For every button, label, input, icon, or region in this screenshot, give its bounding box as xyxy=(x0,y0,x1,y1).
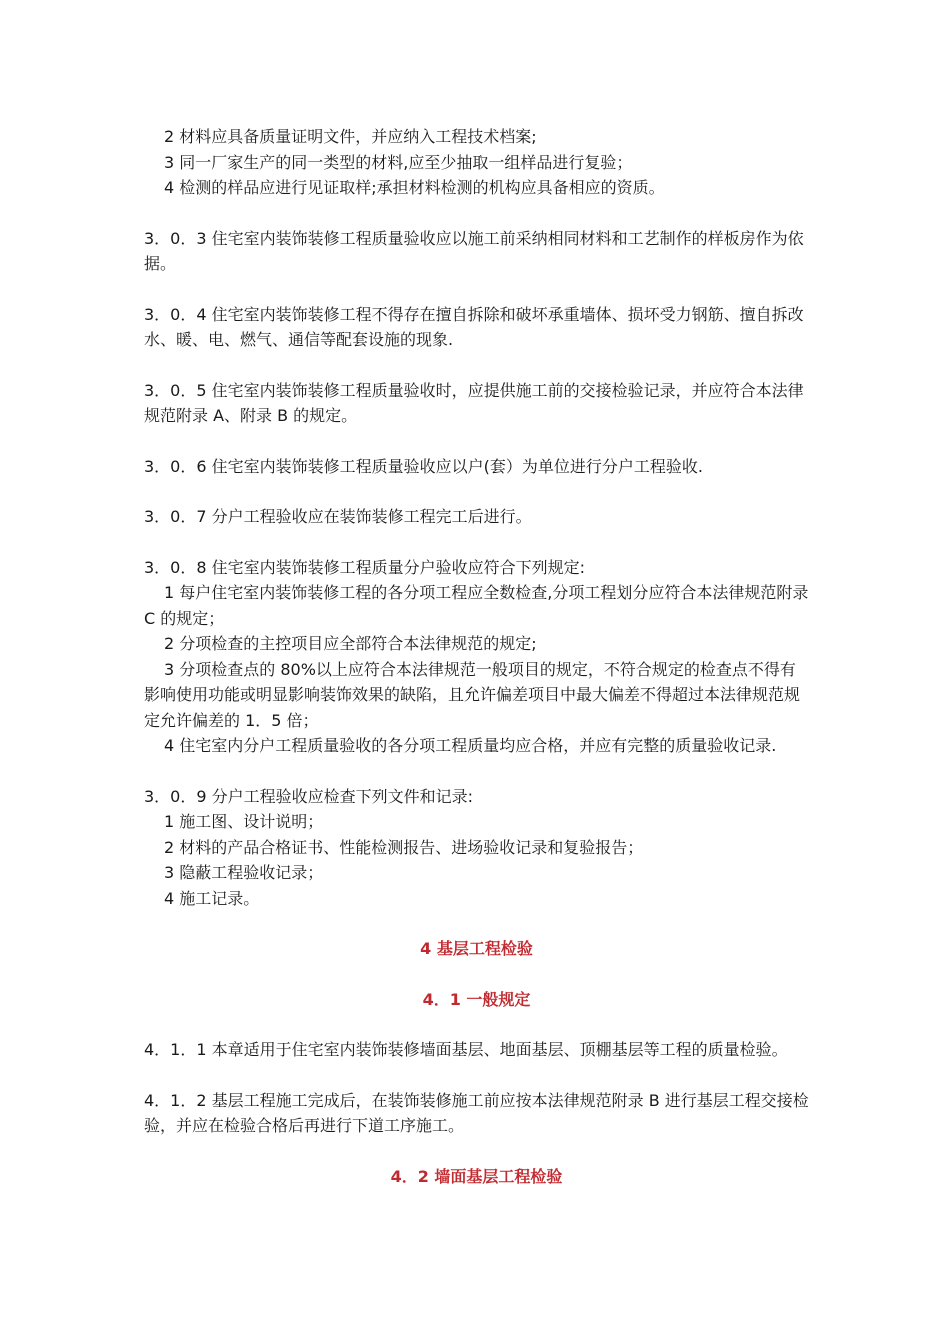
clause-4-1-2: 4．1．2 基层工程施工完成后，在装饰装修施工前应按本法律规范附录 B 进行基层工程交接检验，并应在检验合格后再进行下道工序施工。 xyxy=(144,1090,809,1135)
chapter-heading: 4 基层工程检验 xyxy=(420,939,533,958)
clause-4-1-1: 4．1．1 本章适用于住宅室内装饰装修墙面基层、地面基层、顶棚基层等工程的质量检验。 xyxy=(144,1040,788,1059)
section-heading: 4．1 一般规定 xyxy=(422,989,531,1009)
list-item: 3 分项检查点的 80%以上应符合本法律规范一般项目的规定，不符合规定的检查点不得有影响使用功能或明显影响装饰效果的缺陷，且允许偏差项目中最大偏差不得超过本法律规范规定允许偏差的 1．5 倍； xyxy=(144,659,801,730)
clause-3-0-5: 3．0．5 住宅室内装饰装修工程质量验收时，应提供施工前的交接检验记录，并应符合本法律规范附录 A、附录 B 的规定。 xyxy=(144,380,804,425)
list-item: 1 施工图、设计说明； xyxy=(164,812,324,831)
spacer xyxy=(144,277,809,302)
spacer xyxy=(144,759,809,784)
spacer xyxy=(144,962,809,987)
list-item: 2 材料的产品合格证书、性能检测报告、进场验收记录和复验报告； xyxy=(164,837,644,857)
spacer xyxy=(144,479,809,504)
spacer xyxy=(144,353,809,378)
clause-3-0-4: 3．0．4 住宅室内装饰装修工程不得存在擅自拆除和破坏承重墙体、损坏受力钢筋、擅自拆改水、暖、电、燃气、通信等配套设施的现象. xyxy=(144,304,804,349)
spacer xyxy=(144,1139,809,1164)
list-item: 4 施工记录。 xyxy=(164,888,260,908)
spacer xyxy=(144,530,809,555)
section-heading: 4．2 墙面基层工程检验 xyxy=(390,1166,563,1186)
spacer xyxy=(144,1012,809,1037)
document-body xyxy=(144,124,809,1189)
list-item: 3 同一厂家生产的同一类型的材料,应至少抽取一组样品进行复验； xyxy=(164,152,633,172)
clause-3-0-8: 3．0．8 住宅室内装饰装修工程质量分户验收应符合下列规定: xyxy=(144,557,586,577)
spacer xyxy=(144,201,809,226)
clause-3-0-9: 3．0．9 分户工程验收应检查下列文件和记录: xyxy=(144,786,474,806)
list-item: 2 分项检查的主控项目应全部符合本法律规范的规定; xyxy=(164,634,537,653)
spacer xyxy=(144,911,809,936)
spacer xyxy=(144,1063,809,1088)
list-item: 4 住宅室内分户工程质量验收的各分项工程质量均应合格，并应有完整的质量验收记录. xyxy=(164,736,777,755)
list-item: 4 检测的样品应进行见证取样;承担材料检测的机构应具备相应的资质。 xyxy=(164,178,665,197)
clause-3-0-7: 3．0．7 分户工程验收应在装饰装修工程完工后进行。 xyxy=(144,507,532,526)
clause-3-0-6: 3．0．6 住宅室内装饰装修工程质量验收应以户(套）为单位进行分户工程验收. xyxy=(144,456,703,476)
list-item: 3 隐蔽工程验收记录； xyxy=(164,863,324,882)
spacer xyxy=(144,429,809,454)
list-item: 1 每户住宅室内装饰装修工程的各分项工程应全数检查,分项工程划分应符合本法律规范附录 C 的规定； xyxy=(144,583,809,628)
list-item: 2 材料应具备质量证明文件，并应纳入工程技术档案; xyxy=(164,127,537,146)
clause-3-0-3: 3．0．3 住宅室内装饰装修工程质量验收应以施工前采纳相同材料和工艺制作的样板房作为依据。 xyxy=(144,228,804,273)
